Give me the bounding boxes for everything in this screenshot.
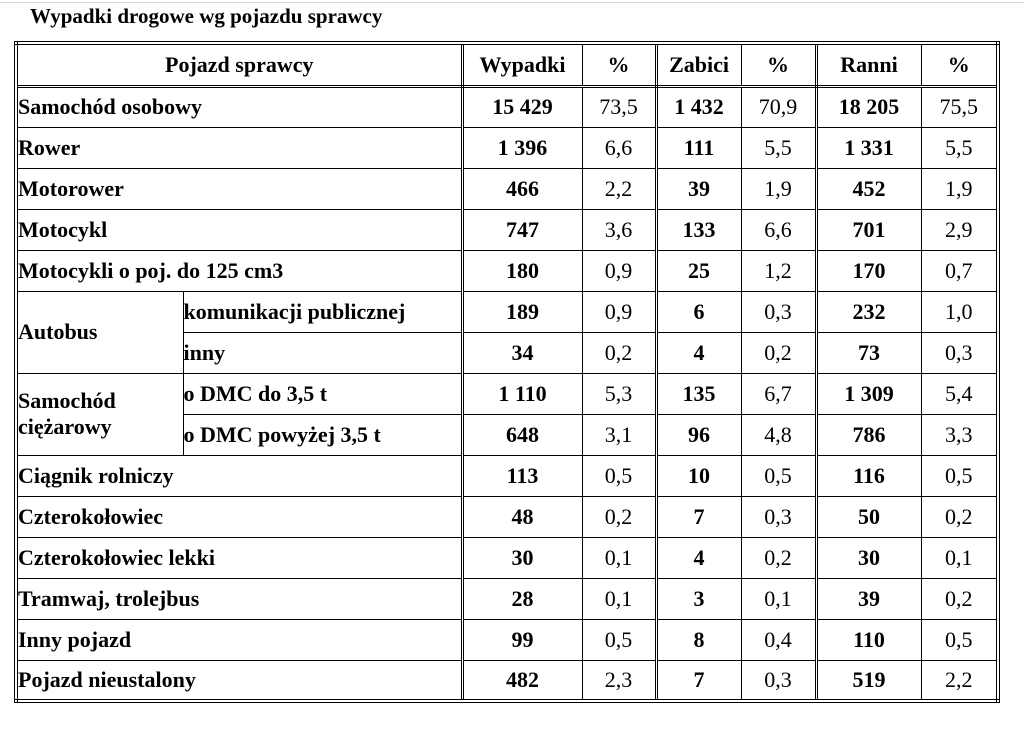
header-injured: Ranni <box>816 43 921 86</box>
row-label: Inny pojazd <box>16 619 462 660</box>
row-label: Ciągnik rolniczy <box>16 455 462 496</box>
injured-value: 39 <box>816 578 921 619</box>
accidents-pct: 3,1 <box>582 414 656 455</box>
injured-value: 232 <box>816 291 921 332</box>
accidents-pct: 5,3 <box>582 373 656 414</box>
accidents-value: 180 <box>462 250 582 291</box>
header-injured-pct: % <box>921 43 998 86</box>
killed-value: 4 <box>656 332 741 373</box>
table-row <box>16 537 998 578</box>
accidents-table <box>14 41 1000 703</box>
accidents-value: 1 110 <box>462 373 582 414</box>
injured-pct: 75,5 <box>921 86 998 127</box>
killed-pct: 6,7 <box>741 373 816 414</box>
injured-pct: 0,5 <box>921 619 998 660</box>
injured-pct: 2,2 <box>921 660 998 701</box>
accidents-pct: 2,3 <box>582 660 656 701</box>
row-label: Motocykl <box>16 209 462 250</box>
header-vehicle: Pojazd sprawcy <box>16 43 462 86</box>
accidents-pct: 0,5 <box>582 455 656 496</box>
header-row <box>16 43 998 86</box>
table-row <box>16 250 998 291</box>
killed-value: 111 <box>656 127 741 168</box>
killed-pct: 6,6 <box>741 209 816 250</box>
killed-pct: 0,2 <box>741 332 816 373</box>
injured-pct: 0,2 <box>921 496 998 537</box>
table-row <box>16 168 998 209</box>
document-title: Wypadki drogowe wg pojazdu sprawcy <box>30 4 383 28</box>
killed-value: 133 <box>656 209 741 250</box>
row-label: Czterokołowiec <box>16 496 462 537</box>
killed-pct: 4,8 <box>741 414 816 455</box>
accidents-value: 34 <box>462 332 582 373</box>
killed-pct: 0,1 <box>741 578 816 619</box>
injured-pct: 0,5 <box>921 455 998 496</box>
injured-value: 1 331 <box>816 127 921 168</box>
row-label: Tramwaj, trolejbus <box>16 578 462 619</box>
killed-value: 1 432 <box>656 86 741 127</box>
accidents-pct: 3,6 <box>582 209 656 250</box>
injured-value: 73 <box>816 332 921 373</box>
killed-value: 7 <box>656 660 741 701</box>
table-row <box>16 619 998 660</box>
sub-label: komunikacji publicznej <box>183 291 462 332</box>
injured-value: 18 205 <box>816 86 921 127</box>
group-label-bus: Autobus <box>16 291 183 373</box>
injured-value: 170 <box>816 250 921 291</box>
accidents-value: 99 <box>462 619 582 660</box>
killed-value: 96 <box>656 414 741 455</box>
injured-value: 701 <box>816 209 921 250</box>
killed-value: 3 <box>656 578 741 619</box>
injured-pct: 0,1 <box>921 537 998 578</box>
injured-pct: 0,2 <box>921 578 998 619</box>
injured-value: 786 <box>816 414 921 455</box>
row-label: Pojazd nieustalony <box>16 660 462 701</box>
injured-pct: 1,0 <box>921 291 998 332</box>
killed-pct: 0,3 <box>741 496 816 537</box>
row-label: Motocykli o poj. do 125 cm3 <box>16 250 462 291</box>
accidents-value: 648 <box>462 414 582 455</box>
killed-value: 135 <box>656 373 741 414</box>
injured-value: 110 <box>816 619 921 660</box>
injured-value: 116 <box>816 455 921 496</box>
injured-pct: 0,7 <box>921 250 998 291</box>
table-row <box>16 373 998 414</box>
killed-pct: 0,5 <box>741 455 816 496</box>
accidents-pct: 6,6 <box>582 127 656 168</box>
sub-label: o DMC powyżej 3,5 t <box>183 414 462 455</box>
killed-value: 8 <box>656 619 741 660</box>
table-row <box>16 660 998 701</box>
accidents-pct: 73,5 <box>582 86 656 127</box>
killed-value: 10 <box>656 455 741 496</box>
injured-pct: 2,9 <box>921 209 998 250</box>
killed-value: 7 <box>656 496 741 537</box>
accidents-value: 747 <box>462 209 582 250</box>
accidents-value: 482 <box>462 660 582 701</box>
header-accidents: Wypadki <box>462 43 582 86</box>
killed-value: 4 <box>656 537 741 578</box>
accidents-value: 30 <box>462 537 582 578</box>
group-label-truck-line1: Samochód <box>18 388 116 413</box>
accidents-pct: 0,1 <box>582 578 656 619</box>
injured-value: 30 <box>816 537 921 578</box>
injured-pct: 3,3 <box>921 414 998 455</box>
accidents-pct: 0,2 <box>582 332 656 373</box>
injured-pct: 0,3 <box>921 332 998 373</box>
injured-pct: 1,9 <box>921 168 998 209</box>
injured-value: 50 <box>816 496 921 537</box>
killed-value: 6 <box>656 291 741 332</box>
killed-pct: 70,9 <box>741 86 816 127</box>
accidents-pct: 0,2 <box>582 496 656 537</box>
table-row <box>16 578 998 619</box>
table-row <box>16 291 998 332</box>
table-row <box>16 209 998 250</box>
group-label-truck <box>16 373 183 455</box>
killed-value: 25 <box>656 250 741 291</box>
row-label: Rower <box>16 127 462 168</box>
injured-pct: 5,4 <box>921 373 998 414</box>
accidents-pct: 0,9 <box>582 291 656 332</box>
header-killed-pct: % <box>741 43 816 86</box>
accidents-value: 113 <box>462 455 582 496</box>
accidents-pct: 2,2 <box>582 168 656 209</box>
top-divider <box>0 2 1024 3</box>
killed-pct: 5,5 <box>741 127 816 168</box>
table-row <box>16 496 998 537</box>
killed-pct: 1,2 <box>741 250 816 291</box>
accidents-pct: 0,1 <box>582 537 656 578</box>
table-row <box>16 455 998 496</box>
killed-pct: 0,3 <box>741 660 816 701</box>
table-row <box>16 86 998 127</box>
killed-pct: 1,9 <box>741 168 816 209</box>
header-killed: Zabici <box>656 43 741 86</box>
sub-label: o DMC do 3,5 t <box>183 373 462 414</box>
accidents-value: 1 396 <box>462 127 582 168</box>
injured-pct: 5,5 <box>921 127 998 168</box>
injured-value: 1 309 <box>816 373 921 414</box>
killed-value: 39 <box>656 168 741 209</box>
accidents-pct: 0,5 <box>582 619 656 660</box>
header-accidents-pct: % <box>582 43 656 86</box>
injured-value: 452 <box>816 168 921 209</box>
row-label: Motorower <box>16 168 462 209</box>
row-label: Samochód osobowy <box>16 86 462 127</box>
accidents-pct: 0,9 <box>582 250 656 291</box>
row-label: Czterokołowiec lekki <box>16 537 462 578</box>
killed-pct: 0,2 <box>741 537 816 578</box>
table-row <box>16 127 998 168</box>
sub-label: inny <box>183 332 462 373</box>
accidents-value: 48 <box>462 496 582 537</box>
accidents-value: 15 429 <box>462 86 582 127</box>
group-label-truck-line2: ciężarowy <box>18 414 112 439</box>
accidents-value: 466 <box>462 168 582 209</box>
accidents-value: 28 <box>462 578 582 619</box>
killed-pct: 0,4 <box>741 619 816 660</box>
injured-value: 519 <box>816 660 921 701</box>
killed-pct: 0,3 <box>741 291 816 332</box>
accidents-value: 189 <box>462 291 582 332</box>
